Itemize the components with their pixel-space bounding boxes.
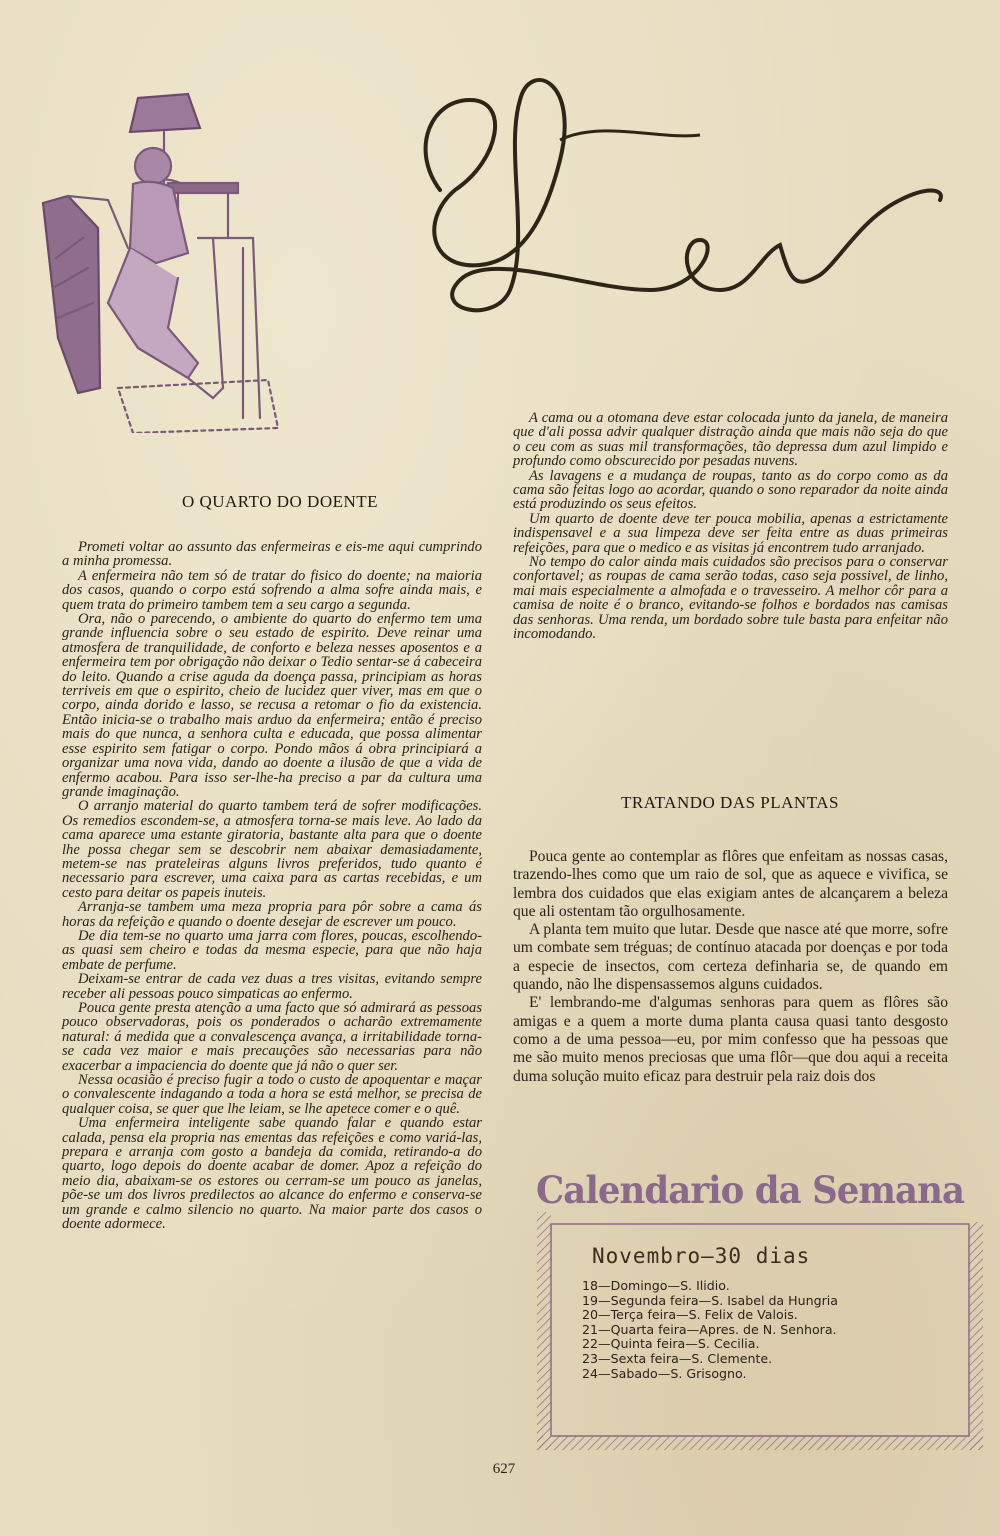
paragraph: Uma enfermeira inteligente sabe quando falar e quando estar calada, pensa ela propria nas ementas das refeições e como variá-las, prepara e arranja com gosto a bandeja da comida, retirando-a do quarto, logo depois do doente acabar de domer. Apoz a refeição do meio dia, abaixam-se os estores ou cerram-se um pouco as janelas, põe-se um dos livros predilectos ao alcance do enfermo e conserva-se um grande e calmo silencio no quarto. Na maior parte dos casos o doente adormece. [62,1115,482,1233]
paragraph: No tempo do calor ainda mais cuidados são precisos para o conservar confortavel; as roupas de cama serão todas, caso seja possivel, de linho, mai mais especialmente a almofada e o travesseiro. A melhor côr para a camisa de noite é o branco, evitando-se folhos e bordados nas camisas das senhoras. Uma renda, um bordado sobre tule basta para enfeitar não incomodando. [513,554,948,643]
paragraph: Prometi voltar ao assunto das enfermeiras e eis-me aqui cumprindo a minha promessa. [62,539,482,570]
script-title-flourish [400,40,960,320]
paragraph: As lavagens e a mudança de roupas, tanto as do corpo como as da cama são feitas logo ao acordar, quando o sono reparador da noite ainda está produzindo os seus efeitos. [513,467,948,513]
paragraph: Pouca gente ao contemplar as flôres que enfeitam as nossas casas, trazendo-lhes como que um raio de sol, que as aquece e vivifica, se lembra dos cuidados que elas exigiam antes de alcançarem a beleza que ali ostentam tão orgulhosamente. [513,848,948,920]
magazine-section-title [400,40,960,320]
calendar-title-text: Calendario da Semana [536,1168,965,1212]
paragraph: A enfermeira não tem só de tratar do fisico do doente; na maioria dos casos, quando o corpo está sofrendo a alma sofre ainda mais, e quem trata do primeiro tambem tem a seu cargo a segunda. [62,567,482,613]
paragraph: Deixam-se entrar de cada vez duas a tres visitas, evitando sempre receber ali pessoas pouco simpaticas ao enfermo. [62,971,482,1002]
paragraph: De dia tem-se no quarto uma jarra com flores, poucas, escolhendo-as quasi sem cheiro e todas da mesma especie, para que não haja embate de perfume. [62,927,482,973]
paragraph: Ora, não o parecendo, o ambiente do quarto do enfermo tem uma grande influencia sobre o seu estado de espirito. Deve reinar uma atmosfera de tranquilidade, de conforto e beleza nesses aposentos e a enfermeira tem por obrigação não deixar o Tedio sentar-se á cabeceira do leito. Quando a crise aguda da doença passa, principiam as horas terriveis em que o espirito, cheio de lucidez quer viver, mas em que o corpo, ainda dorido e lasso, se recusa a retomar o fio da existencia. Então inicia-se o trabalho mais arduo da enfermeira; então é preciso mais do que nunca, a senhora culta e educada, que possa alimentar esse espirito sem fatigar o corpo. Pondo mãos á obra principiará a organizar uma nova vida, dando ao doente a ilusão de que a vida de enfermo acabou. Para isso ser-lhe-ha preciso a par da cultura uma grande imaginação. [62,611,482,800]
sick-room-heading: O QUARTO DO DOENTE [181,492,379,511]
paragraph: Nessa ocasião é preciso fugir a todo o custo de apoquentar e maçar o convalescente indagando a toda a hora se está melhor, se precisa de qualquer coisa, se quer que lhe leiam, se lhe apetece comer e o quê. [62,1072,482,1117]
page-number: 627 [492,1461,516,1477]
sick-room-left-column [62,540,482,1232]
plants-column [513,848,948,1086]
calendar-entry: 19—Segunda feira—S. Isabel da Hungria [582,1292,838,1308]
paragraph: Pouca gente presta atenção a uma facto que só admirará as pessoas pouco observadoras, pois os ponderados o acharão extremamente natural: á medida que a convalescença avança, a irritabilidade torna-se cada vez maior e mais precauções são necessarias para não exacerbar a impaciencia do doente que já não o quer ser. [62,1000,482,1074]
calendar-entry: 23—Sexta feira—S. Clemente. [582,1350,773,1366]
paragraph: Arranja-se tambem uma meza propria para pôr sobre a cama ás horas da refeição e quando o doente desejar de escrever um pouco. [62,899,482,930]
calendar-entry: 18—Domingo—S. Ilidio. [582,1278,730,1293]
calendar-entry: 22—Quinta feira—S. Cecilia. [582,1336,760,1352]
calendar-entry: 24—Sabado—S. Grisogno. [582,1365,747,1381]
paragraph: A planta tem muito que lutar. Desde que nasce até que morre, sofre um combate sem tréguas; de contínuo atacada por doenças e por toda a especie de insectos, com certeza definharia se, de quando em quando, não lhe dispensassemos alguns cuidados. [513,921,948,994]
sick-room-right-column [513,411,948,642]
nurse-illustration [38,88,288,433]
calendar-entry: 21—Quarta feira—Apres. de N. Senhora. [582,1321,837,1337]
calendar-month: Novembro—30 dias [592,1244,811,1268]
calendar-title [536,1168,992,1228]
paragraph: O arranjo material do quarto tambem terá de sofrer modificações. Os remedios escondem-se, a atmosfera torna-se mais leve. Ao lado da cama aparece uma estante giratoria, bastante alta para que o doente lhe possa chegar sem se descobrir nem abaixar demasiadamente, metem-se nas prateleiras alguns livros preferidos, tudo quanto é necessario para escrever, uma caixa para as cartas recebidas, e um cesto para deitar os papeis inuteis. [62,798,482,901]
paragraph: A cama ou a otomana deve estar colocada junto da janela, de maneira que d'ali possa advir qualquer distração ainda que mais não seja do que o ceu com as suas mil transformações, tão depressa dum azul limpido e profundo como obscurecido por pesadas nuvens. [513,410,948,470]
paragraph: Um quarto de doente deve ter pouca mobilia, apenas a estrictamente indispensavel e a sua limpeza deve ser feita entre as duas primeiras refeições, para que o medico e as visitas já encontrem tudo arranjado. [513,510,948,556]
plants-heading: TRATANDO DAS PLANTAS [621,793,839,812]
calendar-entries [582,1279,942,1381]
calendar-entry: 20—Terça feira—S. Felix de Valois. [582,1307,798,1323]
paragraph: E' lembrando-me d'algumas senhoras para quem as flôres são amigas e a quem a morte duma planta causa quasi tanto desgosto como a de uma pessoa—eu, por mim confesso que ha pessoas que me são muito menos preciosas que uma flôr—que dou aqui a receita duma solução muito eficaz para destruir pela raiz dois dos [513,994,948,1085]
